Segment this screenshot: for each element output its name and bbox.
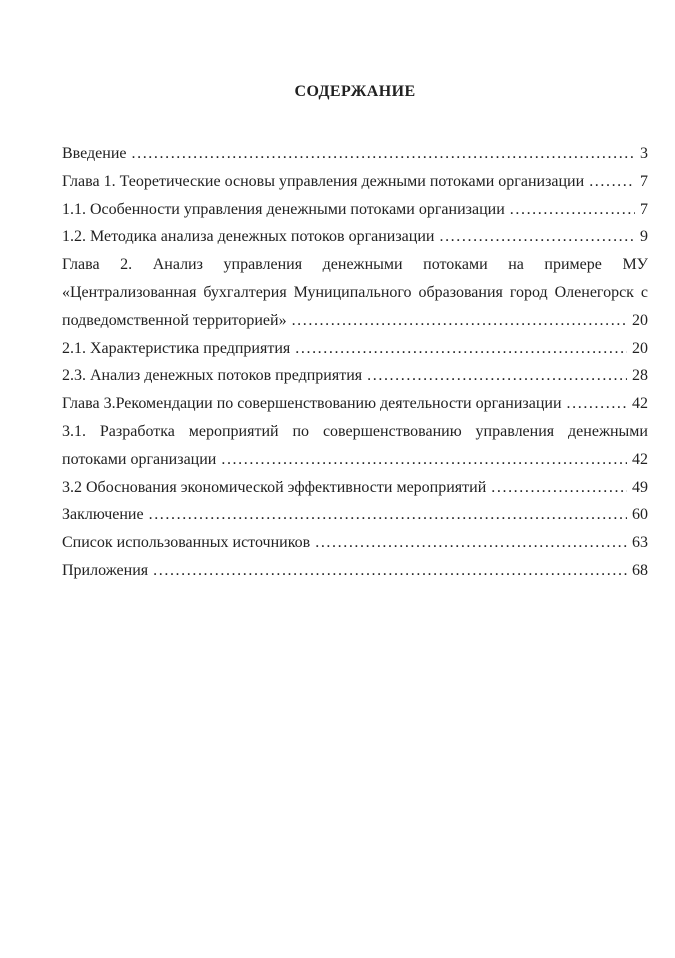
dotted-leader	[510, 196, 635, 224]
table-of-contents	[62, 140, 648, 585]
toc-entry-text-line: 3.1. Разработка мероприятий по совершенствованию управления денежными	[62, 422, 648, 440]
dotted-leader	[491, 474, 627, 502]
toc-entry-text-line: Глава 2. Анализ управления денежными потоками на примере МУ	[62, 256, 648, 274]
toc-entry-3-2	[62, 474, 648, 502]
dotted-leader	[153, 557, 627, 585]
dotted-leader	[315, 529, 627, 557]
toc-entry-text: Введение	[62, 145, 127, 162]
toc-entry-glava-1	[62, 168, 648, 196]
toc-entry-2-3	[62, 362, 648, 390]
toc-page-number: 9	[640, 228, 648, 246]
toc-page-number: 42	[632, 395, 648, 413]
toc-title: СОДЕРЖАНИЕ	[294, 83, 416, 100]
toc-page-number: 60	[632, 506, 648, 524]
dotted-leader	[567, 390, 627, 418]
dotted-leader	[295, 335, 627, 363]
dotted-leader	[367, 362, 627, 390]
toc-entry-2-1	[62, 335, 648, 363]
toc-entry-text: 2.3. Анализ денежных потоков предприятия	[62, 367, 363, 385]
toc-entry-glava-2	[62, 251, 648, 334]
toc-entry-1-2	[62, 223, 648, 251]
toc-entry-prilozheniya	[62, 557, 648, 585]
dotted-leader	[439, 223, 635, 251]
toc-entry-text: 2.1. Характеристика предприятия	[62, 339, 291, 357]
toc-entry-1-1	[62, 196, 648, 224]
toc-page-number: 42	[632, 450, 648, 468]
toc-entry-vvedenie	[62, 140, 648, 168]
dotted-leader	[221, 446, 627, 474]
toc-entry-text: Заключение	[62, 506, 144, 524]
toc-entry-glava-3	[62, 390, 648, 418]
dotted-leader	[149, 501, 627, 529]
toc-page-number: 7	[640, 200, 648, 218]
toc-entry-text-line: «Централизованная бухгалтерия Муниципального образования город Оленегорск с	[62, 283, 648, 301]
toc-entry-text: потоками организации	[62, 450, 217, 468]
dotted-leader	[132, 140, 636, 168]
toc-entry-spisok-istochnikov	[62, 529, 648, 557]
toc-entry-text: 3.2 Обоснования экономической эффективности мероприятий	[62, 478, 487, 496]
toc-entry-3-1	[62, 418, 648, 474]
toc-entry-text: Приложения	[62, 561, 149, 579]
toc-entry-text: подведомственной территорией»	[62, 311, 287, 329]
toc-entry-text: Глава 1. Теоретические основы управления дежными потоками организации	[62, 172, 585, 190]
toc-page-number: 20	[632, 311, 648, 329]
toc-page-number: 28	[632, 367, 648, 385]
toc-entry-text: Глава 3.Рекомендации по совершенствованию деятельности организации	[62, 395, 562, 413]
dotted-leader	[589, 168, 635, 196]
toc-entry-text: Список использованных источников	[62, 534, 311, 552]
toc-entry-text: 1.1. Особенности управления денежными потоками организации	[62, 200, 505, 218]
toc-page-number: 7	[640, 172, 648, 190]
toc-page-number: 20	[632, 339, 648, 357]
dotted-leader	[292, 307, 627, 335]
toc-page-number: 63	[632, 534, 648, 552]
toc-entry-zaklyuchenie	[62, 501, 648, 529]
toc-entry-text: 1.2. Методика анализа денежных потоков организации	[62, 228, 435, 246]
toc-page-number: 68	[632, 561, 648, 579]
toc-page-number: 49	[632, 478, 648, 496]
toc-page-number: 3	[640, 145, 648, 162]
